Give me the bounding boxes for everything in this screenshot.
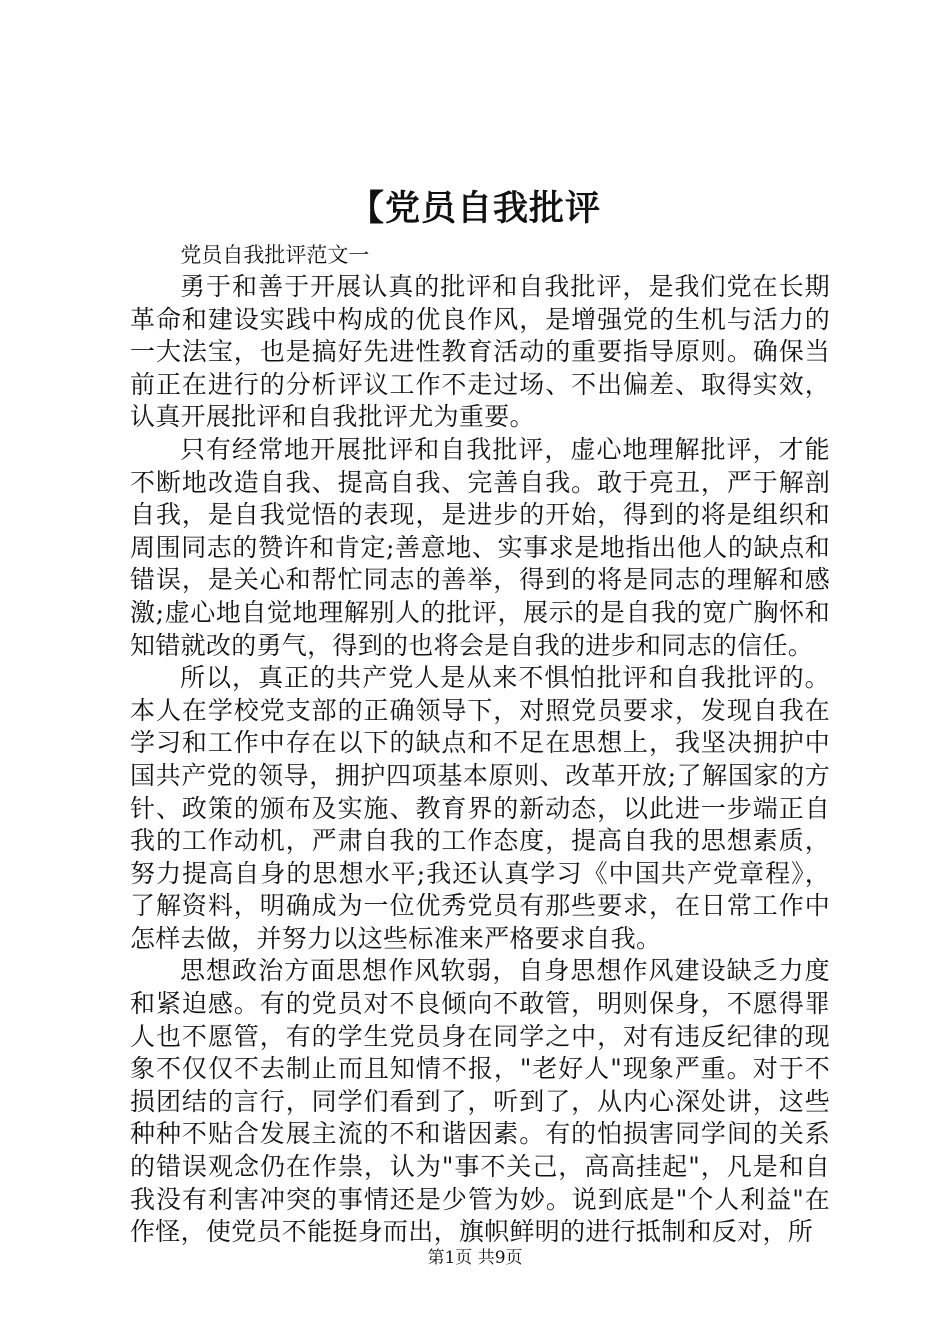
paragraph: 勇于和善于开展认真的批评和自我批评，是我们党在长期革命和建设实践中构成的优良作风，是增强党的生机与活力的一大法宝，也是搞好先进性教育活动的重要指导原则。确保当前正在进行的分析评议工作不走过场、不出偏差、取得实效，认真开展批评和自我批评尤为重要。 [130, 272, 830, 432]
paragraph: 思想政治方面思想作风软弱，自身思想作风建设缺乏力度和紧迫感。有的党员对不良倾向不敢管，明则保身，不愿得罪人也不愿管，有的学生党员身在同学之中，对有违反纪律的现象不仅仅不去制止而且知情不报，"老好人"现象严重。对于不损团结的言行，同学们看到了，听到了，从内心深处讲，这些种种不贴合发展主流的不和谐因素。有的怕损害同学间的关系的错误观念仍在作祟，认为"事不关己，高高挂起"，凡是和自我没有利害冲突的事情还是少管为妙。说到底是"个人利益"在作怪，使党员不能挺身而出，旗帜鲜明的进行抵制和反对，所 [130, 956, 830, 1247]
page-number: 第1页 [427, 1248, 473, 1268]
page-total: 共9页 [477, 1248, 523, 1268]
paragraph: 所以，真正的共产党人是从来不惧怕批评和自我批评的。本人在学校党支部的正确领导下，对照党员要求，发现自我在学习和工作中存在以下的缺点和不足在思想上，我坚决拥护中国共产党的领导，拥护四项基本原则、改革开放;了解国家的方针、政策的颁布及实施、教育界的新动态，以此进一步端正自我的工作动机，严肃自我的工作态度，提高自我的思想素质，努力提高自身的思想水平;我还认真学习《中国共产党章程》，了解资料，明确成为一位优秀党员有那些要求，在日常工作中怎样去做，并努力以这些标准来严格要求自我。 [130, 663, 830, 953]
document-body [130, 239, 830, 1249]
document-title: 【党员自我批评 [348, 188, 601, 229]
page-footer [0, 1247, 950, 1269]
document-subtitle: 党员自我批评范文一 [180, 243, 370, 267]
paragraph: 只有经常地开展批评和自我批评，虚心地理解批评，才能不断地改造自我、提高自我、完善自我。敢于亮丑，严于解剖自我，是自我觉悟的表现，是进步的开始，得到的将是组织和周围同志的赞许和肯定;善意地、实事求是地指出他人的缺点和错误，是关心和帮忙同志的善举，得到的将是同志的理解和感激;虚心地自觉地理解别人的批评，展示的是自我的宽广胸怀和知错就改的勇气，得到的也将会是自我的进步和同志的信任。 [130, 434, 830, 660]
